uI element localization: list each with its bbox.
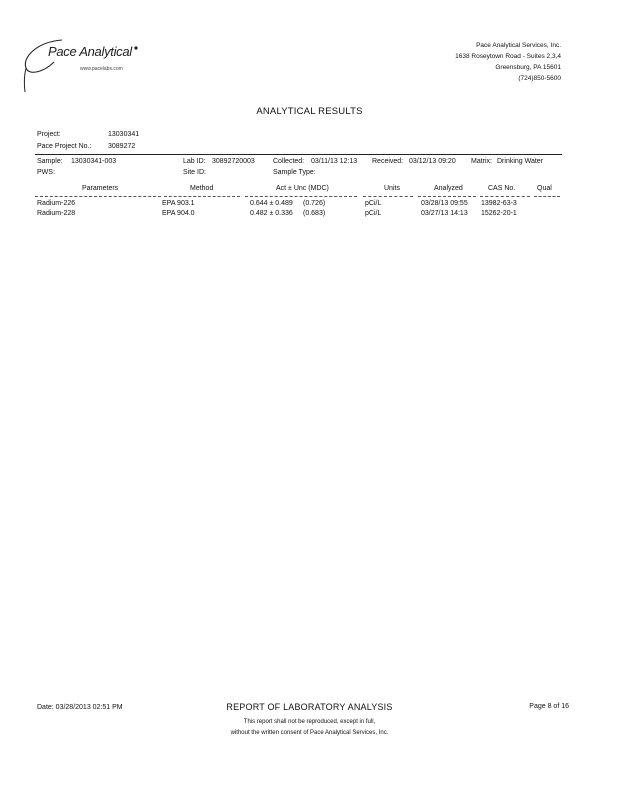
cell-cas: 15262-20-1 bbox=[481, 210, 517, 217]
header-underline bbox=[363, 196, 413, 197]
col-header-parameters: Parameters bbox=[82, 185, 119, 192]
collected-label: Collected: bbox=[273, 158, 305, 165]
cell-cas: 13982-63-3 bbox=[481, 200, 517, 207]
report-date: Date: 03/28/2013 02:51 PM bbox=[37, 704, 123, 711]
col-header-method: Method bbox=[190, 185, 214, 192]
col-header-qual: Qual bbox=[537, 185, 552, 192]
page-number: Page 8 of 16 bbox=[529, 703, 569, 710]
cell-mdc: (0.683) bbox=[303, 210, 326, 217]
collected-value: 03/11/13 12:13 bbox=[311, 158, 358, 165]
company-city: Greensburg, PA 15601 bbox=[495, 64, 561, 71]
sample-label: Sample: bbox=[37, 158, 63, 165]
sample-value: 13030341-003 bbox=[71, 158, 117, 165]
footer-note-line1: This report shall not be reproduced, except in full, bbox=[243, 719, 376, 725]
logo-wordmark: Pace Analytical bbox=[48, 44, 132, 59]
cell-method: EPA 904.0 bbox=[162, 210, 195, 217]
page-title: ANALYTICAL RESULTS bbox=[256, 106, 363, 117]
header-underline bbox=[164, 196, 240, 197]
cell-mdc: (0.726) bbox=[303, 200, 326, 207]
project-value: 13030341 bbox=[108, 131, 140, 138]
company-logo bbox=[18, 32, 143, 94]
company-street: 1638 Roseytown Road - Suites 2,3,4 bbox=[455, 53, 561, 60]
col-header-analyzed: Analyzed bbox=[434, 185, 463, 192]
received-value: 03/12/13 09:20 bbox=[409, 158, 456, 165]
header-underline bbox=[480, 196, 530, 197]
sample-type-label: Sample Type: bbox=[273, 169, 316, 176]
cell-parameter: Radium-228 bbox=[37, 210, 76, 217]
footer-report-title: REPORT OF LABORATORY ANALYSIS bbox=[226, 702, 393, 712]
header-underline bbox=[534, 196, 560, 197]
footer-note-line2: without the written consent of Pace Analytical Services, Inc. bbox=[230, 730, 389, 736]
header-underline bbox=[418, 196, 476, 197]
cell-act-unc: 0.644 ± 0.489 bbox=[250, 200, 293, 207]
matrix-label: Matrix: bbox=[471, 158, 492, 165]
pace-logo-swoosh-icon bbox=[18, 32, 143, 94]
header-underline bbox=[35, 196, 161, 197]
header-underline bbox=[245, 196, 357, 197]
col-header-cas: CAS No. bbox=[488, 185, 516, 192]
company-name: Pace Analytical Services, Inc. bbox=[476, 42, 561, 49]
col-header-act-unc: Act ± Unc (MDC) bbox=[276, 185, 329, 192]
site-id-label: Site ID: bbox=[183, 169, 206, 176]
cell-analyzed: 03/27/13 14:13 bbox=[421, 210, 468, 217]
cell-parameter: Radium-226 bbox=[37, 200, 76, 207]
cell-units: pCi/L bbox=[365, 200, 382, 207]
pws-label: PWS: bbox=[37, 169, 55, 176]
company-phone: (724)850-5600 bbox=[518, 75, 561, 82]
lab-id-label: Lab ID: bbox=[183, 158, 206, 165]
project-label: Project: bbox=[37, 131, 61, 138]
cell-analyzed: 03/28/13 09:55 bbox=[421, 200, 468, 207]
lab-id-value: 30892720003 bbox=[212, 158, 255, 165]
pace-project-label: Pace Project No.: bbox=[37, 143, 92, 150]
cell-units: pCi/L bbox=[365, 210, 382, 217]
cell-act-unc: 0.482 ± 0.336 bbox=[250, 210, 293, 217]
cell-method: EPA 903.1 bbox=[162, 200, 195, 207]
pace-project-value: 3089272 bbox=[108, 143, 136, 150]
received-label: Received: bbox=[372, 158, 404, 165]
divider-line bbox=[35, 154, 562, 155]
matrix-value: Drinking Water bbox=[497, 158, 544, 165]
col-header-units: Units bbox=[384, 185, 400, 192]
logo-website: www.pacelabs.com bbox=[80, 66, 123, 72]
